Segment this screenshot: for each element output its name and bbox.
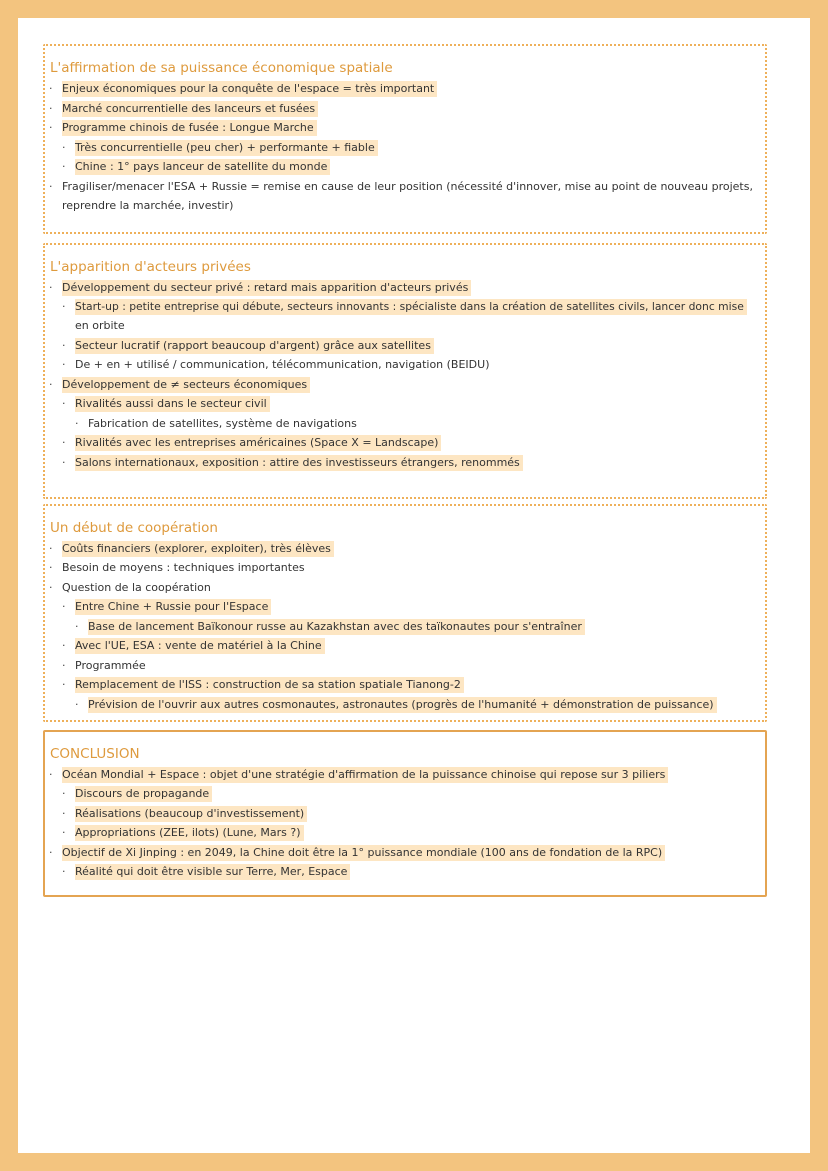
section-title: Un début de coopération	[50, 520, 218, 536]
bullet-icon: ·	[62, 678, 66, 691]
list-item: Base de lancement Baïkonour russe au Kazakhstan avec des taïkonautes pour s'entraîner	[88, 619, 585, 634]
bullet-icon: ·	[62, 339, 66, 352]
section-private-actors	[43, 243, 767, 499]
bullet-icon: ·	[49, 561, 53, 574]
bullet-icon: ·	[62, 397, 66, 410]
section-economic-power	[43, 44, 767, 234]
list-item-continuation: en orbite	[75, 319, 125, 332]
list-item: Objectif de Xi Jinping : en 2049, la Chine doit être la 1° puissance mondiale (100 ans de fondation de la RPC)	[62, 845, 665, 860]
bullet-icon: ·	[62, 456, 66, 469]
bullet-icon: ·	[49, 102, 53, 115]
bullet-icon: ·	[49, 378, 53, 391]
list-item: Discours de propagande	[75, 786, 212, 801]
bullet-icon: ·	[62, 865, 66, 878]
section-title: CONCLUSION	[50, 746, 140, 762]
list-item: Programme chinois de fusée : Longue Marche	[62, 120, 317, 135]
bullet-icon: ·	[49, 768, 53, 781]
bullet-icon: ·	[62, 787, 66, 800]
list-item: Rivalités aussi dans le secteur civil	[75, 396, 270, 411]
list-item: Prévision de l'ouvrir aux autres cosmonautes, astronautes (progrès de l'humanité + démonstration de puissance)	[88, 697, 717, 712]
list-item: De + en + utilisé / communication, télécommunication, navigation (BEIDU)	[75, 358, 490, 371]
bullet-icon: ·	[62, 358, 66, 371]
list-item: Rivalités avec les entreprises américaines (Space X = Landscape)	[75, 435, 441, 450]
list-item: Salons internationaux, exposition : attire des investisseurs étrangers, renommés	[75, 455, 523, 470]
notes-page	[18, 18, 810, 1153]
list-item: Très concurrentielle (peu cher) + performante + fiable	[75, 140, 378, 155]
list-item: Remplacement de l'ISS : construction de sa station spatiale Tianong-2	[75, 677, 464, 692]
list-item: Fabrication de satellites, système de navigations	[88, 417, 357, 430]
list-item: Besoin de moyens : techniques importantes	[62, 561, 305, 574]
bullet-icon: ·	[49, 121, 53, 134]
section-title: L'apparition d'acteurs privées	[50, 259, 251, 275]
section-cooperation	[43, 504, 767, 722]
list-item: Entre Chine + Russie pour l'Espace	[75, 599, 271, 614]
list-item: Développement du secteur privé : retard mais apparition d'acteurs privés	[62, 280, 471, 295]
list-item: Question de la coopération	[62, 581, 211, 594]
bullet-icon: ·	[49, 581, 53, 594]
bullet-icon: ·	[62, 659, 66, 672]
list-item: Fragiliser/menacer l'ESA + Russie = remise en cause de leur position (nécessité d'innover, mise au point de nouveau projets,	[62, 180, 753, 193]
list-item-continuation: reprendre la marchée, investir)	[62, 199, 234, 212]
bullet-icon: ·	[49, 281, 53, 294]
bullet-icon: ·	[62, 436, 66, 449]
bullet-icon: ·	[75, 620, 79, 633]
bullet-icon: ·	[49, 542, 53, 555]
bullet-icon: ·	[62, 160, 66, 173]
bullet-icon: ·	[62, 600, 66, 613]
list-item: Start-up : petite entreprise qui débute, secteurs innovants : spécialiste dans la création de satellites civils, lancer donc mise	[75, 299, 747, 314]
bullet-icon: ·	[75, 698, 79, 711]
list-item: Réalisations (beaucoup d'investissement)	[75, 806, 307, 821]
list-item: Marché concurrentielle des lanceurs et fusées	[62, 101, 318, 116]
bullet-icon: ·	[49, 180, 53, 193]
bullet-icon: ·	[62, 807, 66, 820]
bullet-icon: ·	[49, 846, 53, 859]
list-item: Programmée	[75, 659, 146, 672]
bullet-icon: ·	[49, 82, 53, 95]
section-conclusion	[43, 730, 767, 897]
list-item: Coûts financiers (explorer, exploiter), très élèves	[62, 541, 334, 556]
bullet-icon: ·	[62, 141, 66, 154]
list-item: Avec l'UE, ESA : vente de matériel à la Chine	[75, 638, 325, 653]
section-title: L'affirmation de sa puissance économique spatiale	[50, 60, 393, 76]
list-item: Chine : 1° pays lanceur de satellite du monde	[75, 159, 330, 174]
list-item: Appropriations (ZEE, ilots) (Lune, Mars ?)	[75, 825, 304, 840]
bullet-icon: ·	[75, 417, 79, 430]
bullet-icon: ·	[62, 639, 66, 652]
list-item: Réalité qui doit être visible sur Terre, Mer, Espace	[75, 864, 350, 879]
list-item: Développement de ≠ secteurs économiques	[62, 377, 310, 392]
list-item: Océan Mondial + Espace : objet d'une stratégie d'affirmation de la puissance chinoise qui repose sur 3 piliers	[62, 767, 668, 782]
bullet-icon: ·	[62, 300, 66, 313]
list-item: Enjeux économiques pour la conquête de l'espace = très important	[62, 81, 437, 96]
bullet-icon: ·	[62, 826, 66, 839]
list-item: Secteur lucratif (rapport beaucoup d'argent) grâce aux satellites	[75, 338, 434, 353]
